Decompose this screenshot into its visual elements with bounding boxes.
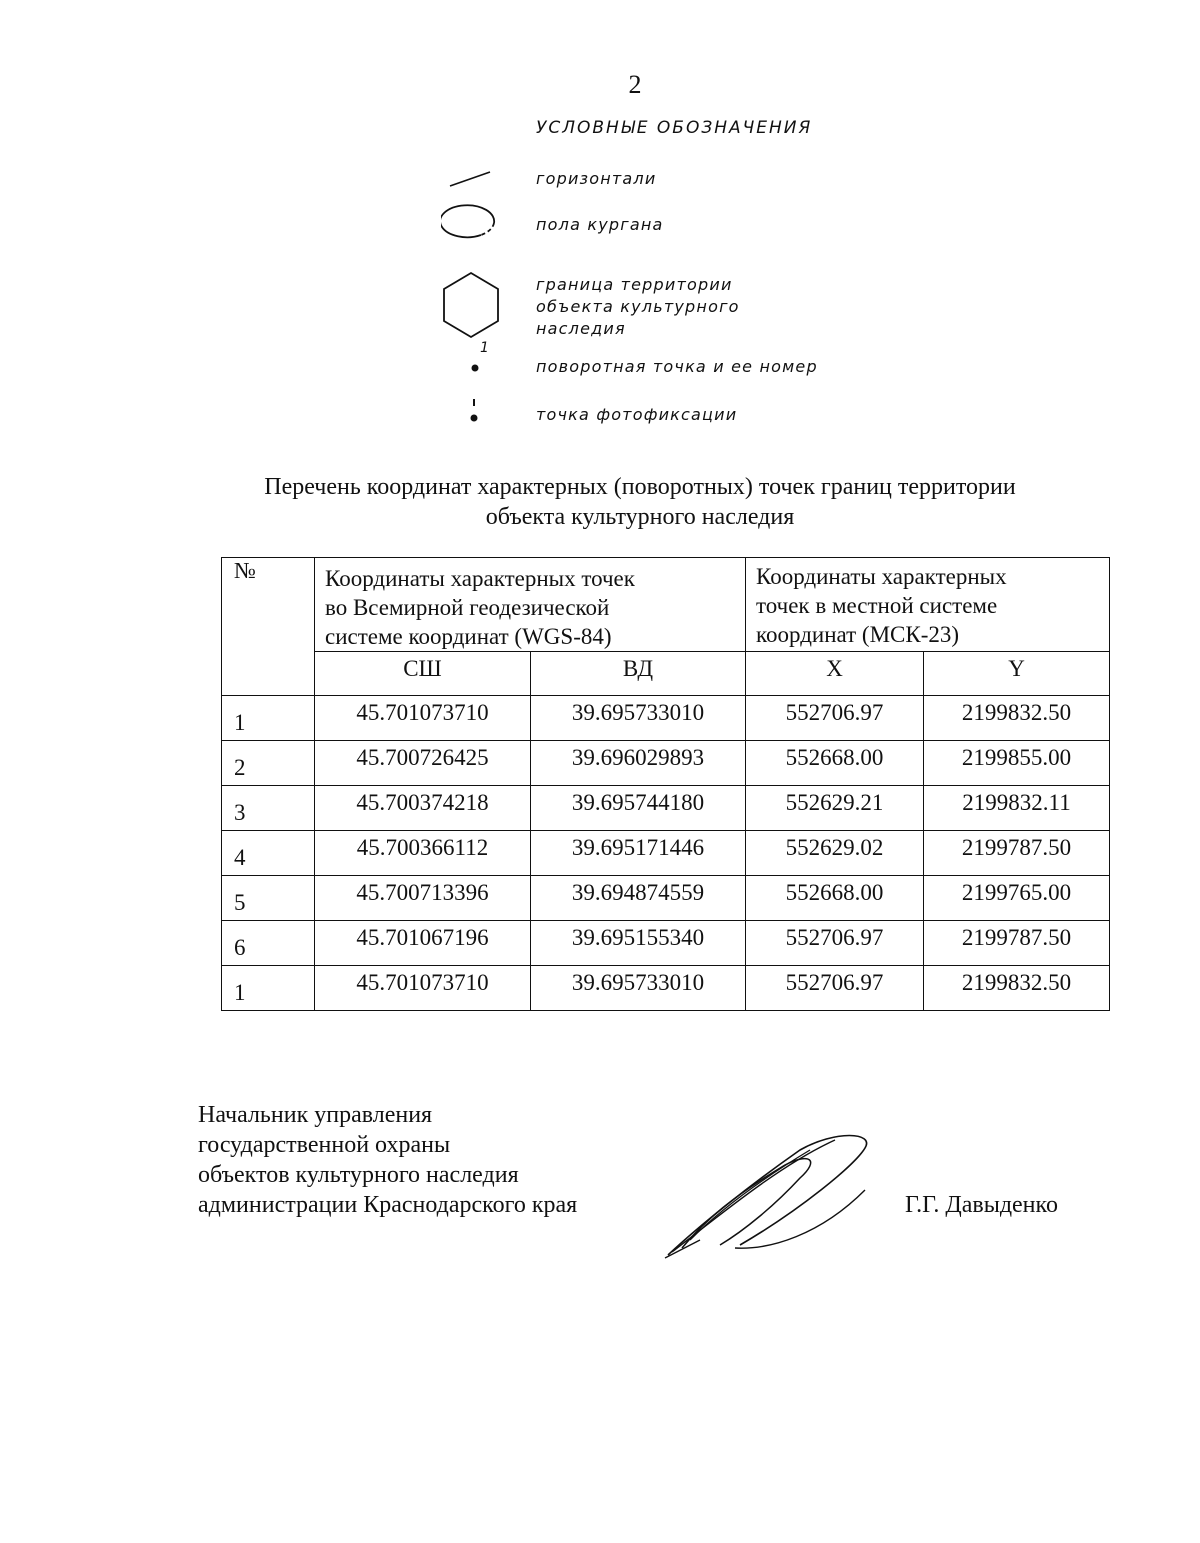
cell-number: 3: [222, 786, 315, 831]
table-row: [222, 786, 1110, 831]
cell-number: 5: [222, 876, 315, 921]
coordinates-table: [221, 557, 1110, 1011]
cell-latitude: 45.701073710: [315, 696, 531, 741]
cell-x: 552706.97: [746, 921, 924, 966]
cell-y: 2199832.50: [924, 966, 1110, 1011]
table-row: [222, 921, 1110, 966]
header-longitude: ВД: [531, 652, 746, 696]
cell-number: 2: [222, 741, 315, 786]
cell-latitude: 45.700366112: [315, 831, 531, 876]
cell-x: 552668.00: [746, 741, 924, 786]
mound-outline-icon: [441, 201, 499, 239]
boundary-hexagon-icon: [440, 270, 502, 340]
cell-number: 4: [222, 831, 315, 876]
cell-longitude: 39.695744180: [531, 786, 746, 831]
signatory-title: Начальник управления государственной охраны объектов культурного наследия администрации Краснодарского края: [198, 1102, 578, 1218]
table-row: [222, 966, 1110, 1011]
header-latitude: СШ: [315, 652, 531, 696]
cell-longitude: 39.695155340: [531, 921, 746, 966]
cell-longitude: 39.695733010: [531, 966, 746, 1011]
legend-label-turning-point: поворотная точка и ее номер: [536, 357, 818, 376]
cell-y: 2199832.50: [924, 696, 1110, 741]
header-wgs84: Координаты характерных точек во Всемирной геодезической системе координат (WGS-84): [315, 558, 746, 652]
legend-label-photo-point: точка фотофиксации: [536, 405, 738, 424]
cell-y: 2199787.50: [924, 921, 1110, 966]
cell-latitude: 45.700726425: [315, 741, 531, 786]
cell-latitude: 45.701073710: [315, 966, 531, 1011]
table-row: [222, 831, 1110, 876]
header-number: №: [222, 558, 315, 696]
legend-label-boundary: граница территории объекта культурного наследия: [536, 275, 740, 338]
legend-label-contours: горизонтали: [536, 169, 657, 188]
cell-x: 552706.97: [746, 966, 924, 1011]
table-row: [222, 876, 1110, 921]
cell-y: 2199787.50: [924, 831, 1110, 876]
table-subheader-row: [222, 652, 1110, 696]
cell-x: 552629.02: [746, 831, 924, 876]
cell-longitude: 39.695171446: [531, 831, 746, 876]
header-x: X: [746, 652, 924, 696]
header-msk23: Координаты характерных точек в местной системе координат (МСК-23): [746, 558, 1110, 652]
cell-y: 2199832.11: [924, 786, 1110, 831]
page-number: 2: [628, 70, 642, 99]
legend-label-mound: пола кургана: [536, 215, 664, 234]
coordinates-list-title: Перечень координат характерных (поворотных) точек границ территории объекта культурного наследия: [264, 474, 1016, 530]
legend-title: УСЛОВНЫЕ ОБОЗНАЧЕНИЯ: [536, 118, 813, 138]
cell-y: 2199855.00: [924, 741, 1110, 786]
cell-x: 552706.97: [746, 696, 924, 741]
turning-point-icon: [468, 361, 482, 375]
cell-latitude: 45.700374218: [315, 786, 531, 831]
cell-x: 552629.21: [746, 786, 924, 831]
header-y: Y: [924, 652, 1110, 696]
cell-latitude: 45.701067196: [315, 921, 531, 966]
cell-longitude: 39.694874559: [531, 876, 746, 921]
cell-latitude: 45.700713396: [315, 876, 531, 921]
table-row: [222, 741, 1110, 786]
cell-longitude: 39.695733010: [531, 696, 746, 741]
table-header-row: [222, 558, 1110, 652]
cell-number: 1: [222, 696, 315, 741]
cell-longitude: 39.696029893: [531, 741, 746, 786]
handwritten-signature: [660, 1130, 890, 1265]
photo-point-icon: [466, 396, 482, 428]
cell-x: 552668.00: [746, 876, 924, 921]
signatory-name: Г.Г. Давыденко: [905, 1192, 1058, 1218]
contour-line-icon: [448, 168, 493, 190]
turning-point-number: 1: [480, 340, 489, 356]
cell-number: 6: [222, 921, 315, 966]
cell-number: 1: [222, 966, 315, 1011]
cell-y: 2199765.00: [924, 876, 1110, 921]
table-row: [222, 696, 1110, 741]
